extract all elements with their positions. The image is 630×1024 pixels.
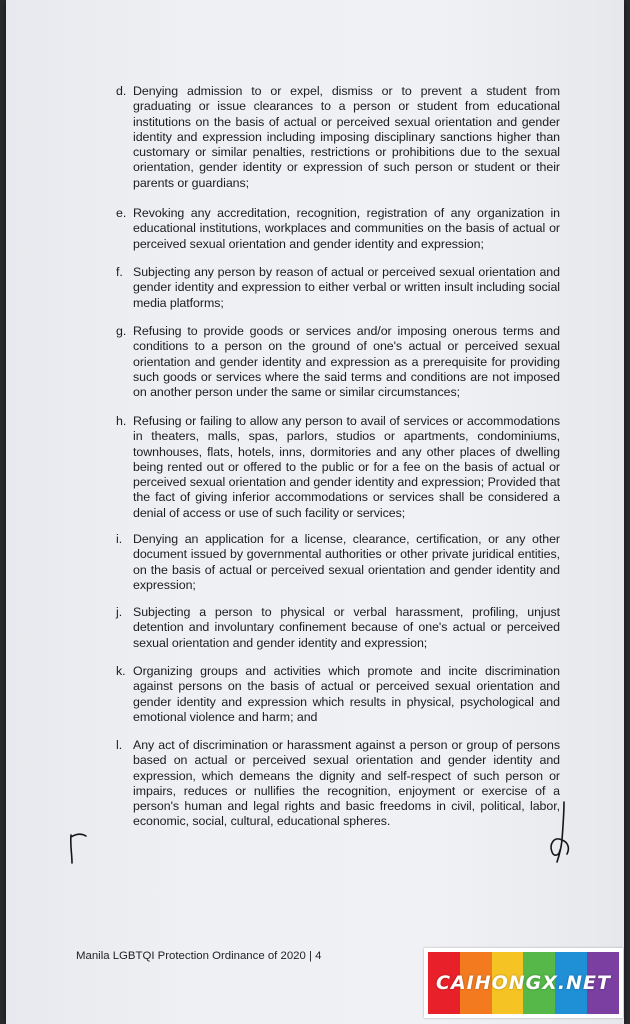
list-item-text: Any act of discrimination or harassment against a person or group of persons based on actual or perceived sexual orientation and gender identity and expression, which demeans the dignity and self-respect of such person or impairs, reduces or nullifies the recognition, enjoyment or exercise of a person's human and legal rights and basic freedoms in civil, political, labor, economic, social, cultural, educational spheres. — [133, 738, 560, 829]
list-item-letter: f. — [116, 265, 123, 279]
list-item-text: Denying admission to or expel, dismiss or to prevent a student from graduating or issue clearances to a person or student from educational institutions on the basis of actual or perceived sexual orientation and gender identity and expression including imposing disciplinary sanctions higher than customary or similar penalties, restrictions or prohibitions due to the sexual orientation, gender identity or expression of such person or student or their parents or guardians; — [133, 84, 560, 190]
list-item-text: Organizing groups and activities which promote and incite discrimination against persons on the basis of actual or perceived sexual orientation and gender identity and expression which results in physical, psychological and emotional violence and harm; and — [133, 664, 560, 724]
list-item-letter: j. — [116, 605, 123, 619]
list-item-letter: g. — [116, 324, 127, 338]
list-item-g — [116, 324, 560, 400]
list-item-text: Revoking any accreditation, recognition, registration of any organization in educational institutions, workplaces and communities on the basis of actual or perceived sexual orientation and gender identity and expression; — [133, 206, 560, 251]
list-item-k — [116, 664, 560, 725]
list-item-f — [116, 265, 560, 311]
list-item-letter: h. — [116, 414, 127, 428]
initial-signature-right — [542, 800, 576, 866]
list-item-i — [116, 532, 560, 593]
list-item-text: Refusing or failing to allow any person to avail of services or accommodations in theaters, malls, spas, parlors, studios or apartments, condominiums, townhouses, flats, hotels, inns, dormitories and any other places of dwelling being rented out or offered to the public or for a fee on the basis of actual or perceived sexual orientation and gender identity and expression; Provided that the fact of giving inferior accommodations or services shall be considered a denial of access or use of such facility or services; — [133, 414, 560, 520]
list-item-l — [116, 738, 560, 830]
list-item-letter: e. — [116, 206, 127, 220]
list-item-text: Subjecting a person to physical or verbal harassment, profiling, unjust detention and involuntary confinement because of one's actual or perceived sexual orientation and gender identity and expression; — [133, 605, 560, 650]
list-item-text: Subjecting any person by reason of actual or perceived sexual orientation and gender identity and expression to either verbal or written insult including social media platforms; — [133, 265, 560, 310]
list-item-text: Refusing to provide goods or services and/or imposing onerous terms and conditions to a person on the ground of one's actual or perceived sexual orientation and gender identity and expression as a prerequisite for providing such goods or services where the said terms and conditions are not imposed on another person under the same or similar circumstances; — [133, 324, 560, 400]
list-item-text: Denying an application for a license, clearance, certification, or any other document issued by governmental authorities or other private juridical entities, on the basis of actual or perceived sexual orientation and gender identity and expression; — [133, 532, 560, 592]
list-item-letter: d. — [116, 84, 127, 98]
list-item-d — [116, 84, 560, 191]
list-item-letter: l. — [116, 738, 123, 752]
list-item-e — [116, 206, 560, 252]
list-item-j — [116, 605, 560, 651]
initial-signature-left — [64, 830, 94, 866]
site-watermark — [424, 948, 623, 1018]
list-item-letter: k. — [116, 664, 126, 678]
watermark-text: CAIHONGX.NET — [436, 972, 611, 994]
list-item-h — [116, 414, 560, 521]
document-page — [6, 0, 624, 1024]
list-item-letter: i. — [116, 532, 123, 546]
page-footer: Manila LGBTQI Protection Ordinance of 2020 | 4 — [76, 950, 322, 962]
